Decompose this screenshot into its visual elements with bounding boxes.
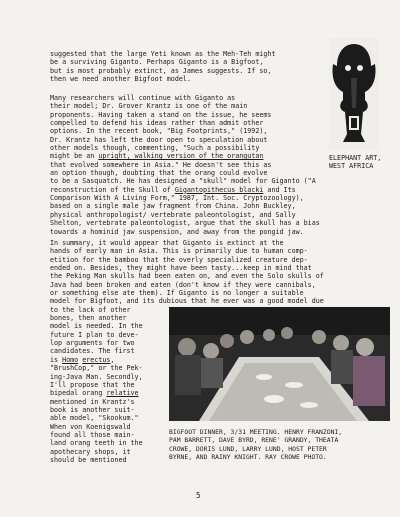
text-run: land orang teeth in the	[50, 439, 143, 448]
text-run: physical anthropologist/ vertebrate paleontologist, and Sally	[50, 210, 296, 219]
text-line	[50, 127, 320, 135]
text-line	[50, 281, 324, 289]
text-line	[50, 186, 320, 194]
text-line	[50, 211, 320, 219]
page-number: 5	[196, 491, 201, 500]
text-run: an option though, doubting that the orang could evolve	[50, 169, 268, 178]
text-line	[50, 272, 324, 280]
text-run: Many researchers will continue with Giganto as	[50, 94, 236, 102]
text-run: to the lack of other	[50, 305, 131, 314]
text-line	[50, 228, 320, 236]
caption-line: ELEPHANT ART,	[329, 154, 382, 162]
text-run: found all those main-	[50, 430, 135, 439]
text-run: to be a Sasquatch. He has designed a "skull" model for Giganto ("A	[50, 177, 316, 186]
text-run: the Peking Man skulls had been eaten on, and even the Solo skulls of	[50, 272, 324, 281]
text-run: "BrushCop," or the Pek-	[50, 364, 143, 373]
text-run: ,	[110, 355, 115, 364]
text-line: then we need another Bigfoot model.	[50, 75, 191, 84]
text-line	[50, 119, 320, 127]
text-line	[50, 111, 320, 119]
text-run: their model; Dr. Grover Krantz is one of the main	[50, 102, 248, 111]
text-run: Java had been broken and eaten (don't know if they were cannibals,	[50, 280, 316, 289]
underlined-text: relative	[106, 389, 139, 398]
text-run: might be an	[50, 152, 99, 161]
text-run: should be mentioned	[50, 455, 127, 464]
text-run: Comparison With A Living Form," 1987, Int. Soc. Cryptozoology),	[50, 194, 304, 203]
text-run: lop arguments for two	[50, 339, 135, 348]
text-run: model is needed. In the	[50, 322, 143, 331]
text-line	[50, 94, 320, 102]
text-run: proponents. Having taken a stand on the issue, he seems	[50, 110, 272, 119]
underlined-text: upright, walking version of the orangutan	[98, 152, 264, 161]
text-line	[50, 289, 324, 297]
text-run: and Its	[263, 185, 296, 194]
paragraph-krantz	[50, 94, 320, 236]
text-run: apothecary shops, it	[50, 447, 131, 456]
caption-line: PAM BARRETT, DAVE BYRD, RENE' GRANDY, THEATA	[169, 436, 339, 445]
text-run: Shelton, vertebrate paleontologist, argue that the skull has a bias	[50, 219, 320, 228]
text-run: model for Bigfoot, and its dubious that he ever was a good model due	[50, 297, 324, 306]
underlined-text: erectus	[82, 355, 111, 364]
underlined-text: Homo	[62, 355, 79, 364]
text-run: etition for the bamboo that the overly specialized creature dep-	[50, 255, 308, 264]
text-line	[50, 152, 320, 160]
caption-line: BYRNE, AND RAINY KNIGHT. RAY CROWE PHOTO.	[169, 453, 327, 462]
text-line: be a surviving Giganto. Perhaps Giganto is a Bigfoot,	[50, 58, 264, 67]
text-run: bones, then another	[50, 314, 127, 323]
text-run: is	[50, 355, 63, 364]
text-line	[50, 239, 324, 247]
elephant-art-image	[329, 38, 379, 150]
text-run: When von Koenigswald	[50, 422, 131, 431]
text-run: bipedal orang	[50, 389, 107, 398]
text-run: ing-Java Man. Secondly,	[50, 372, 143, 381]
text-run: I'll propose that the	[50, 380, 135, 389]
text-line	[50, 102, 320, 110]
caption-line: WEST AFRICA	[329, 162, 374, 171]
text-run: able model, "Skookum."	[50, 414, 139, 423]
text-run: towards a hominid jaw suspension, and away from the pongid jaw.	[50, 227, 304, 236]
text-line	[50, 202, 320, 210]
caption-line: BIGFOOT DINNER, 3/31 MEETING. HENRY FRANZONI,	[169, 428, 343, 436]
text-run: that evolved somewhere in Asia." He doesn't see this as	[50, 160, 272, 169]
paragraph-intro	[50, 50, 275, 83]
text-line	[50, 247, 324, 255]
text-line	[50, 169, 320, 177]
text-run: In summary, it would appear that Giganto is extinct at the	[50, 239, 284, 247]
text-run: hands of early man in Asia. This is primarily due to human comp-	[50, 247, 308, 256]
text-run: book is another suit-	[50, 405, 135, 414]
text-run: compelled to defend his ideas rather than admit other	[50, 119, 264, 128]
text-run: candidates. The first	[50, 347, 135, 356]
text-run: other models though, commenting, "Such a possibility	[50, 144, 260, 153]
text-run: reconstruction of the Skull of	[50, 185, 175, 194]
text-line	[50, 297, 324, 305]
text-line	[50, 194, 320, 202]
text-line	[50, 161, 320, 169]
text-run: future I plan to deve-	[50, 330, 139, 339]
text-run: or something else ate them). If Giganto is no longer a suitable	[50, 289, 304, 298]
text-line: suggested that the large Yeti known as the Meh-Teh might	[50, 50, 276, 58]
text-line	[50, 256, 324, 264]
bigfoot-dinner-photo	[169, 307, 390, 421]
underlined-text: Gigantopithecus blacki	[174, 185, 264, 194]
caption-line: CROWE, DORIS LUND, LARRY LUND, HOST PETER	[169, 444, 327, 453]
text-run: options. In the recent book, "Big Footprints," (1992),	[50, 127, 268, 136]
text-line	[50, 144, 320, 152]
art-caption	[329, 154, 381, 171]
text-line	[50, 264, 324, 272]
text-line	[50, 136, 320, 144]
text-line	[50, 219, 320, 227]
text-line	[50, 177, 320, 185]
photo-caption	[169, 428, 342, 461]
text-run: mentioned in Krantz's	[50, 397, 135, 406]
text-run: ended on. Besides, they might have been tasty...keep in mind that	[50, 264, 312, 273]
text-line: but is most probably extinct, as James suggests. If so,	[50, 66, 272, 75]
text-run: based on a single male jaw fragment from China. John Buckley,	[50, 202, 296, 211]
text-run: Dr. Krantz has left the door open to speculation about	[50, 135, 268, 144]
